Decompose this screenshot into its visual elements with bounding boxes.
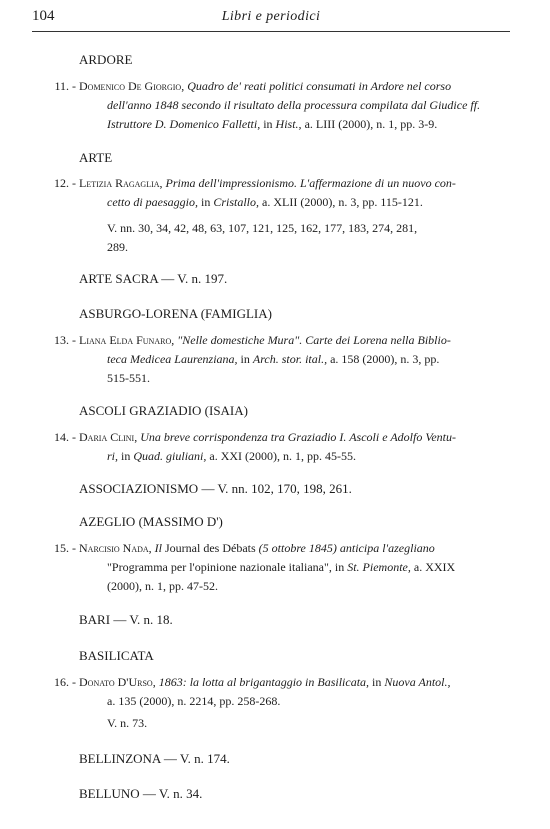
see-also-arte-cont: 289. [107,240,128,254]
entry-title-cont: teca Medicea Laurenziana, [107,352,238,366]
heading-azeglio: AZEGLIO (MASSIMO D') [79,514,223,529]
entry-title-cont: cetto di paesaggio, [107,195,198,209]
entry-15 [0,539,550,599]
crossref-bari [79,612,173,628]
entry-14 [0,428,550,468]
entry-in: in [240,352,250,366]
entry-citation: a. 135 (2000), n. 2214, pp. 258-268. [107,694,281,708]
entry-16 [0,673,550,713]
heading-arte-sacra: ARTE SACRA [79,271,159,286]
entry-number: 15. - [54,541,76,555]
entry-title: Quadro de' reati politici consumati in Ardore nel corso [187,79,452,93]
entry-year: 1863: [158,675,187,689]
entry-author: Liana Elda Funaro, [79,333,175,347]
entry-journal: Nuova Antol., [384,675,451,689]
entry-author: Domenico De Giorgio, [79,79,185,93]
entry-title: (5 ottobre 1845) anticipa l'azegliano [258,541,435,555]
entry-pages: 515-551. [107,371,150,385]
entry-citation: a. XLII (2000), n. 3, pp. 115-121. [262,195,423,209]
page-number: 104 [32,8,55,24]
entry-journal: Quad. giuliani, [133,449,207,463]
entry-author: Narcisio Nada, [79,541,152,555]
entry-number: 11. - [54,79,76,93]
running-title: Libri e periodici [221,9,321,24]
see-also-arte: V. nn. 30, 34, 42, 48, 63, 107, 121, 125, 162, 177, 183, 274, 281, [107,221,418,235]
entry-title: "Nelle domestiche Mura". Carte dei Lorena nella Biblio- [177,333,451,347]
entry-journal: Cristallo, [213,195,260,209]
crossref-value: — V. nn. 102, 170, 198, 261. [201,481,352,496]
entry-in: in [121,449,131,463]
crossref-bellinzona [79,751,230,767]
heading-ascoli: ASCOLI GRAZIADIO (ISAIA) [79,403,248,418]
entry-article: Il [154,541,163,555]
heading-belluno: BELLUNO [79,786,140,801]
entry-number: 13. - [54,333,76,347]
entry-title: Prima dell'impressionismo. L'affermazione di un nuovo con- [165,176,456,190]
entry-citation: a. LIII (2000), n. 1, pp. 3-9. [304,117,438,131]
entry-citation-cont: (2000), n. 1, pp. 47-52. [107,579,218,593]
entry-12 [0,174,550,214]
header-rule [32,31,510,32]
heading-asburgo-lorena: ASBURGO-LORENA (FAMIGLIA) [79,306,272,321]
crossref-arte-sacra [79,271,227,287]
entry-in: in [372,675,382,689]
heading-basilicata: BASILICATA [79,648,154,663]
entry-in: in [200,195,211,209]
entry-journal: Arch. stor. ital., [252,352,328,366]
entry-title-cont: dell'anno 1848 secondo il risultato della processura compilata dal Giudice ff. [107,98,481,112]
entry-11 [0,77,550,137]
crossref-belluno [79,786,202,802]
entry-title-cont: "Programma per l'opinione nazionale italiana", in [107,560,345,574]
heading-ardore: ARDORE [79,52,133,67]
crossref-value: — V. n. 174. [163,751,230,766]
entry-citation: a. XXI (2000), n. 1, pp. 45-55. [209,449,357,463]
entry-author: Daria Clini, [79,430,138,444]
entry-journal-name: Journal des Débats [165,541,256,555]
heading-bellinzona: BELLINZONA [79,751,161,766]
entry-title-cont: Istruttore D. Domenico Falletti, [107,117,261,131]
crossref-associazionismo [79,481,352,497]
entry-title: Una breve corrispondenza tra Graziadio I. Ascoli e Adolfo Ventu- [140,430,456,444]
entry-journal: Hist., [275,117,302,131]
entry-number: 14. - [54,430,76,444]
entry-title: la lotta al brigantaggio in Basilicata, [189,675,370,689]
entry-journal: St. Piemonte, [347,560,411,574]
heading-arte: ARTE [79,150,113,165]
entry-author: Donato D'Urso, [79,675,156,689]
heading-bari: BARI [79,612,111,627]
heading-associazionismo: ASSOCIAZIONISMO [79,481,199,496]
crossref-value: — V. n. 18. [113,612,173,627]
entry-number: 12. - [54,176,76,190]
entry-citation: a. 158 (2000), n. 3, pp. [330,352,440,366]
entry-citation: a. XXIX [413,560,456,574]
crossref-value: — V. n. 197. [161,271,228,286]
see-also-basilicata: V. n. 73. [107,716,148,730]
crossref-value: — V. n. 34. [142,786,203,801]
running-header [32,8,510,30]
entry-13 [0,331,550,391]
entry-in: in [263,117,273,131]
entry-title-cont: ri, [107,449,119,463]
entry-author: Letizia Ragaglia, [79,176,163,190]
entry-number: 16. - [54,675,76,689]
